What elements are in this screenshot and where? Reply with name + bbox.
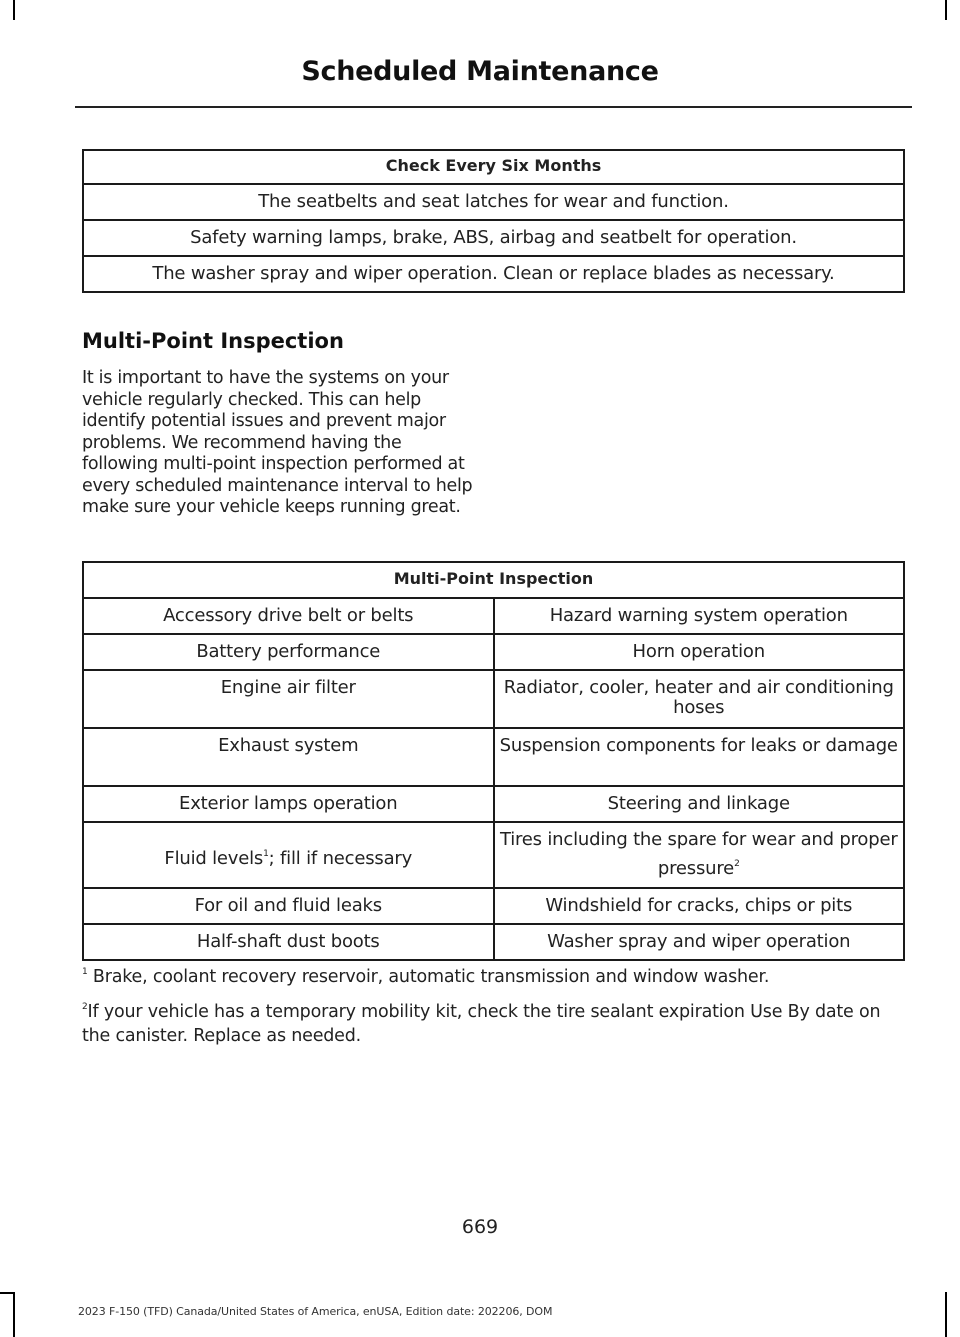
footnote-mark: 1 — [82, 967, 88, 977]
footnote-text: Brake, coolant recovery reservoir, automatic transmission and window washer. — [87, 967, 770, 987]
table-cell: Exterior lamps operation — [83, 786, 494, 822]
footnote-ref: 1 — [263, 848, 269, 859]
table-header: Check Every Six Months — [83, 150, 904, 184]
edition-line: 2023 F-150 (TFD) Canada/United States of America, enUSA, Edition date: 202206, DOM — [78, 1305, 553, 1318]
table-cell: Suspension components for leaks or damage — [494, 728, 905, 786]
table-cell: Washer spray and wiper operation — [494, 924, 905, 960]
table-row — [83, 924, 904, 960]
multi-point-inspection-table — [82, 561, 905, 961]
table-row: Safety warning lamps, brake, ABS, airbag and seatbelt for operation. — [83, 220, 904, 256]
table-row — [83, 786, 904, 822]
table-row: The washer spray and wiper operation. Clean or replace blades as necessary. — [83, 256, 904, 292]
table-row — [83, 598, 904, 634]
table-cell: Half-shaft dust boots — [83, 924, 494, 960]
table-cell: Horn operation — [494, 634, 905, 670]
table-row — [83, 670, 904, 728]
table-row: The seatbelts and seat latches for wear and function. — [83, 184, 904, 220]
table-row — [83, 822, 904, 888]
table-cell: Hazard warning system operation — [494, 598, 905, 634]
table-cell: Engine air filter — [83, 670, 494, 728]
crop-mark-bottom-right — [945, 1292, 947, 1337]
table-cell: Steering and linkage — [494, 786, 905, 822]
crop-mark-bottom-left-h — [0, 1292, 14, 1294]
table-cell — [494, 822, 905, 888]
footnote-mark: 2 — [82, 1002, 88, 1012]
footnote — [82, 1000, 912, 1048]
six-month-check-table — [82, 149, 905, 293]
section-heading: Multi-Point Inspection — [82, 329, 344, 353]
footnote-text: If your vehicle has a temporary mobility kit, check the tire sealant expiration Use By date on the canister. Replace as needed. — [82, 1002, 881, 1046]
cell-text: Fluid levels — [164, 847, 264, 869]
table-cell: Windshield for cracks, chips or pits — [494, 888, 905, 924]
table-row — [83, 728, 904, 786]
table-cell: Accessory drive belt or belts — [83, 598, 494, 634]
table-cell — [83, 822, 494, 888]
table-cell: For oil and fluid leaks — [83, 888, 494, 924]
title-divider — [75, 106, 912, 108]
crop-mark-top-right — [945, 0, 947, 20]
cell-text: Tires including the spare for wear and proper pressure — [499, 829, 898, 879]
crop-mark-top-left — [13, 0, 15, 20]
section-paragraph: It is important to have the systems on your vehicle regularly checked. This can help identify potential issues and prevent major problems. We recommend having the following multi-point inspection performed at every scheduled maintenance interval to help make sure your vehicle keeps running great. — [82, 368, 473, 517]
footnote — [82, 965, 912, 989]
table-cell: Battery performance — [83, 634, 494, 670]
footnote-ref: 2 — [734, 859, 740, 869]
table-header: Multi-Point Inspection — [83, 562, 904, 598]
crop-mark-bottom-left — [13, 1292, 15, 1337]
table-row — [83, 888, 904, 924]
cell-text: ; fill if necessary — [268, 847, 413, 869]
table-cell: Exhaust system — [83, 728, 494, 786]
page-title: Scheduled Maintenance — [301, 56, 659, 87]
table-cell: Radiator, cooler, heater and air conditioning hoses — [494, 670, 905, 728]
table-row — [83, 634, 904, 670]
page-number: 669 — [461, 1216, 499, 1238]
